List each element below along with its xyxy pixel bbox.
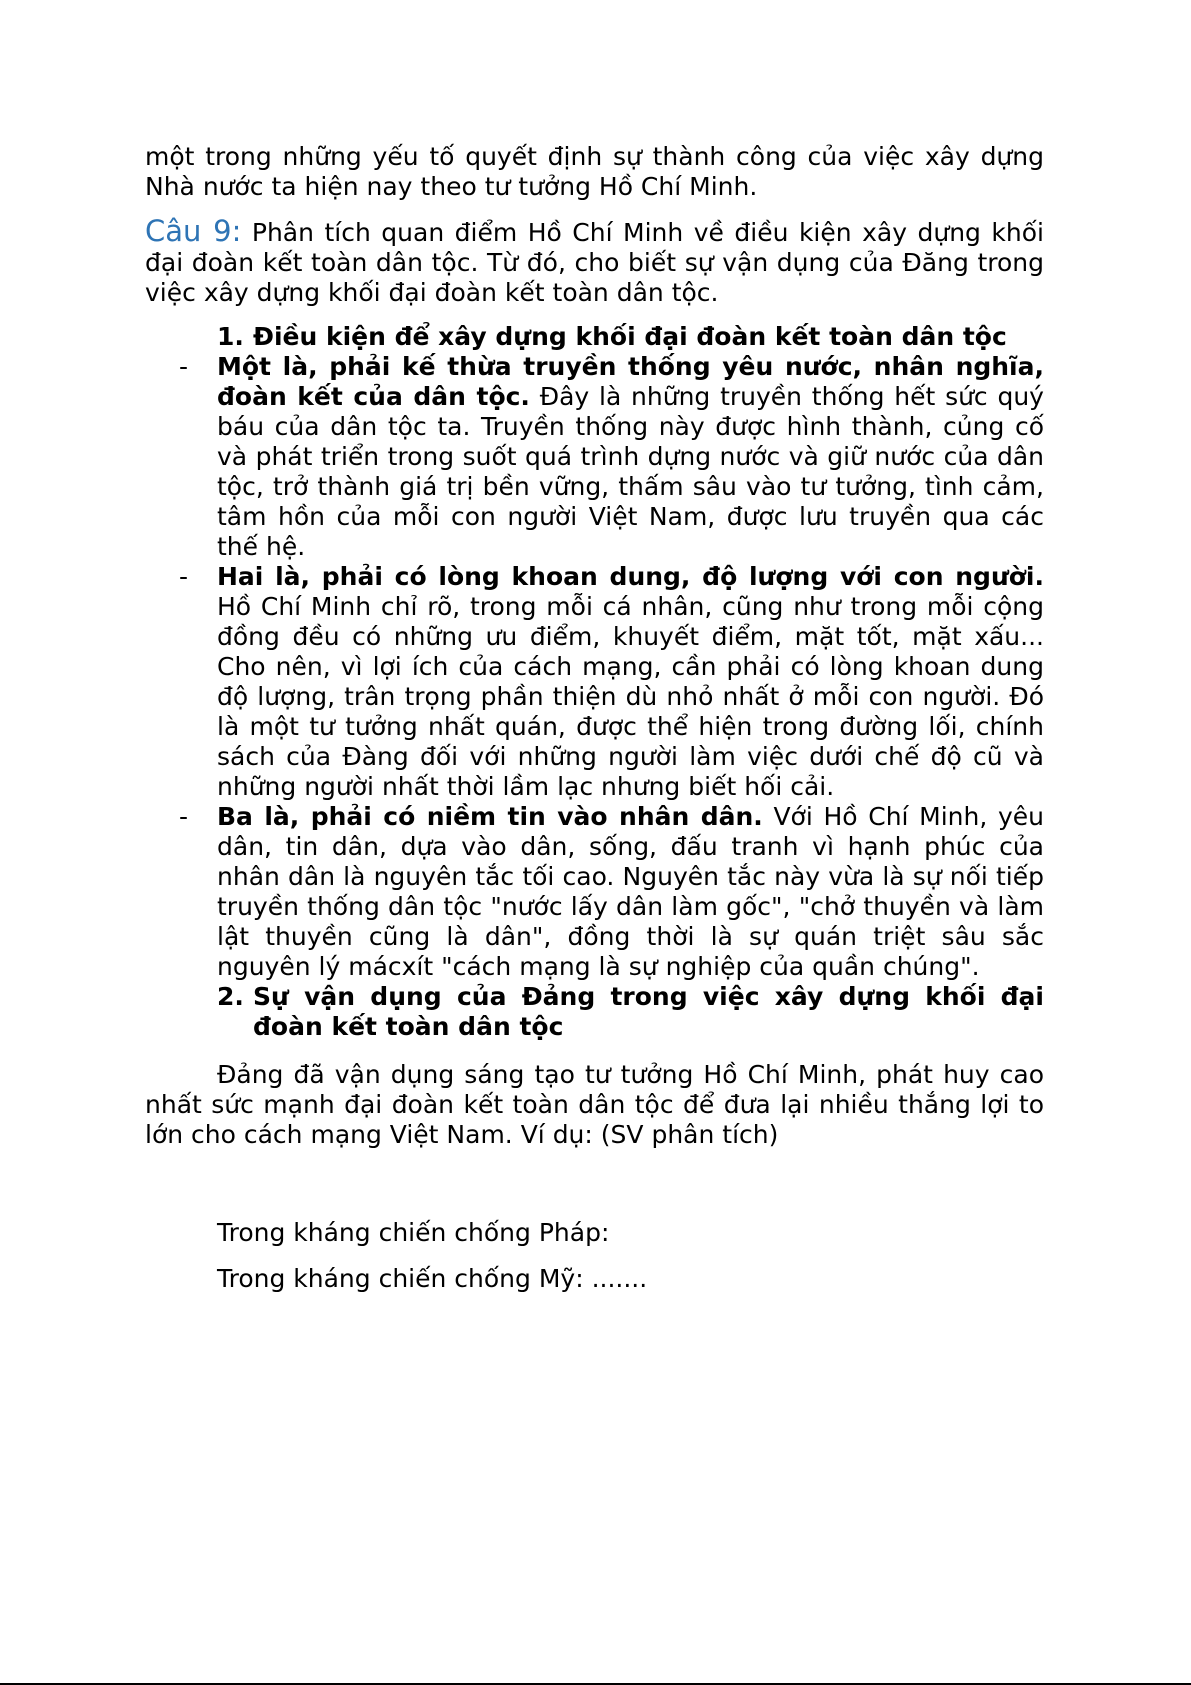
list-item <box>145 352 1044 562</box>
section1-heading <box>145 322 1044 352</box>
list-item-bold: Hai là, phải có lòng khoan dung, độ lượng với con người. <box>217 562 1044 591</box>
example-line-american-war: Trong kháng chiến chống Mỹ: ....... <box>217 1264 648 1293</box>
dash-bullet: - <box>179 352 189 381</box>
document-page <box>145 142 1044 1294</box>
section2-title: Sự vận dụng của Đảng trong việc xây dựng khối đại đoàn kết toàn dân tộc <box>253 982 1044 1041</box>
section2-heading <box>145 982 1044 1042</box>
question-label: Câu 9: <box>145 214 242 248</box>
list-item-text: Hồ Chí Minh chỉ rõ, trong mỗi cá nhân, cũng như trong mỗi cộng đồng đều có những ưu điểm, khuyết điểm, mặt tốt, mặt xấu... Cho nên, vì lợi ích của cách mạng, cần phải có lòng khoan dung độ lượng, trân trọng phần thiện dù nhỏ nhất ở mỗi con người. Đó là một tư tưởng nhất quán, được thể hiện trong đường lối, chính sách của Đàng đối với những người làm việc dưới chế độ cũ và những người nhất thời lầm lạc nhưng biết hối cải. <box>217 592 1044 801</box>
list-item-bold: Một là, phải kế thừa truyền thống yêu nước, nhân nghĩa, đoàn kết của dân tộc. <box>217 352 1044 411</box>
example-line-french-war: Trong kháng chiến chống Pháp: <box>217 1218 610 1247</box>
section2-paragraph: Đảng đã vận dụng sáng tạo tư tưởng Hồ Chí Minh, phát huy cao nhất sức mạnh đại đoàn kết toàn dân tộc để đưa lại nhiều thắng lợi to lớn cho cách mạng Việt Nam. Ví dụ: (SV phân tích) <box>145 1060 1044 1149</box>
list-item-text: Với Hồ Chí Minh, yêu dân, tin dân, dựa vào dân, sống, đấu tranh vì hạnh phúc của nhân dân là nguyên tắc tối cao. Nguyên tắc này vừa là sự nối tiếp truyền thống dân tộc "nước lấy dân làm gốc", "chở thuyền và làm lật thuyền cũng là dân", đồng thời là sự quán triệt sâu sắc nguyên lý mácxít "cách mạng là sự nghiệp của quần chúng". <box>217 802 1044 981</box>
list-item-text: Đây là những truyền thống hết sức quý báu của dân tộc ta. Truyền thống này được hình thành, củng cố và phát triển trong suốt quá trình dựng nước và giữ nước của dân tộc, trở thành giá trị bền vững, thấm sâu vào tư tưởng, tình cảm, tâm hồn của mỗi con người Việt Nam, được lưu truyền qua các thế hệ. <box>217 382 1044 561</box>
spacer <box>145 1150 1044 1218</box>
dash-bullet: - <box>179 562 189 591</box>
question-paragraph <box>145 216 1044 308</box>
list-item <box>145 562 1044 802</box>
list-item-bold: Ba là, phải có niềm tin vào nhân dân. <box>217 802 763 831</box>
section1-number: 1. <box>217 322 244 351</box>
section1-title: Điều kiện để xây dựng khối đại đoàn kết toàn dân tộc <box>253 322 1007 351</box>
dash-bullet: - <box>179 802 189 831</box>
section2-number: 2. <box>217 982 244 1011</box>
question-text: Phân tích quan điểm Hồ Chí Minh về điều kiện xây dựng khối đại đoàn kết toàn dân tộc. Từ đó, cho biết sự vận dụng của Đăng trong việc xây dựng khối đại đoàn kết toàn dân tộc. <box>145 218 1044 307</box>
list-item <box>145 802 1044 982</box>
intro-paragraph: một trong những yếu tố quyết định sự thành công của việc xây dựng Nhà nước ta hiện nay theo tư tưởng Hồ Chí Minh. <box>145 142 1044 201</box>
